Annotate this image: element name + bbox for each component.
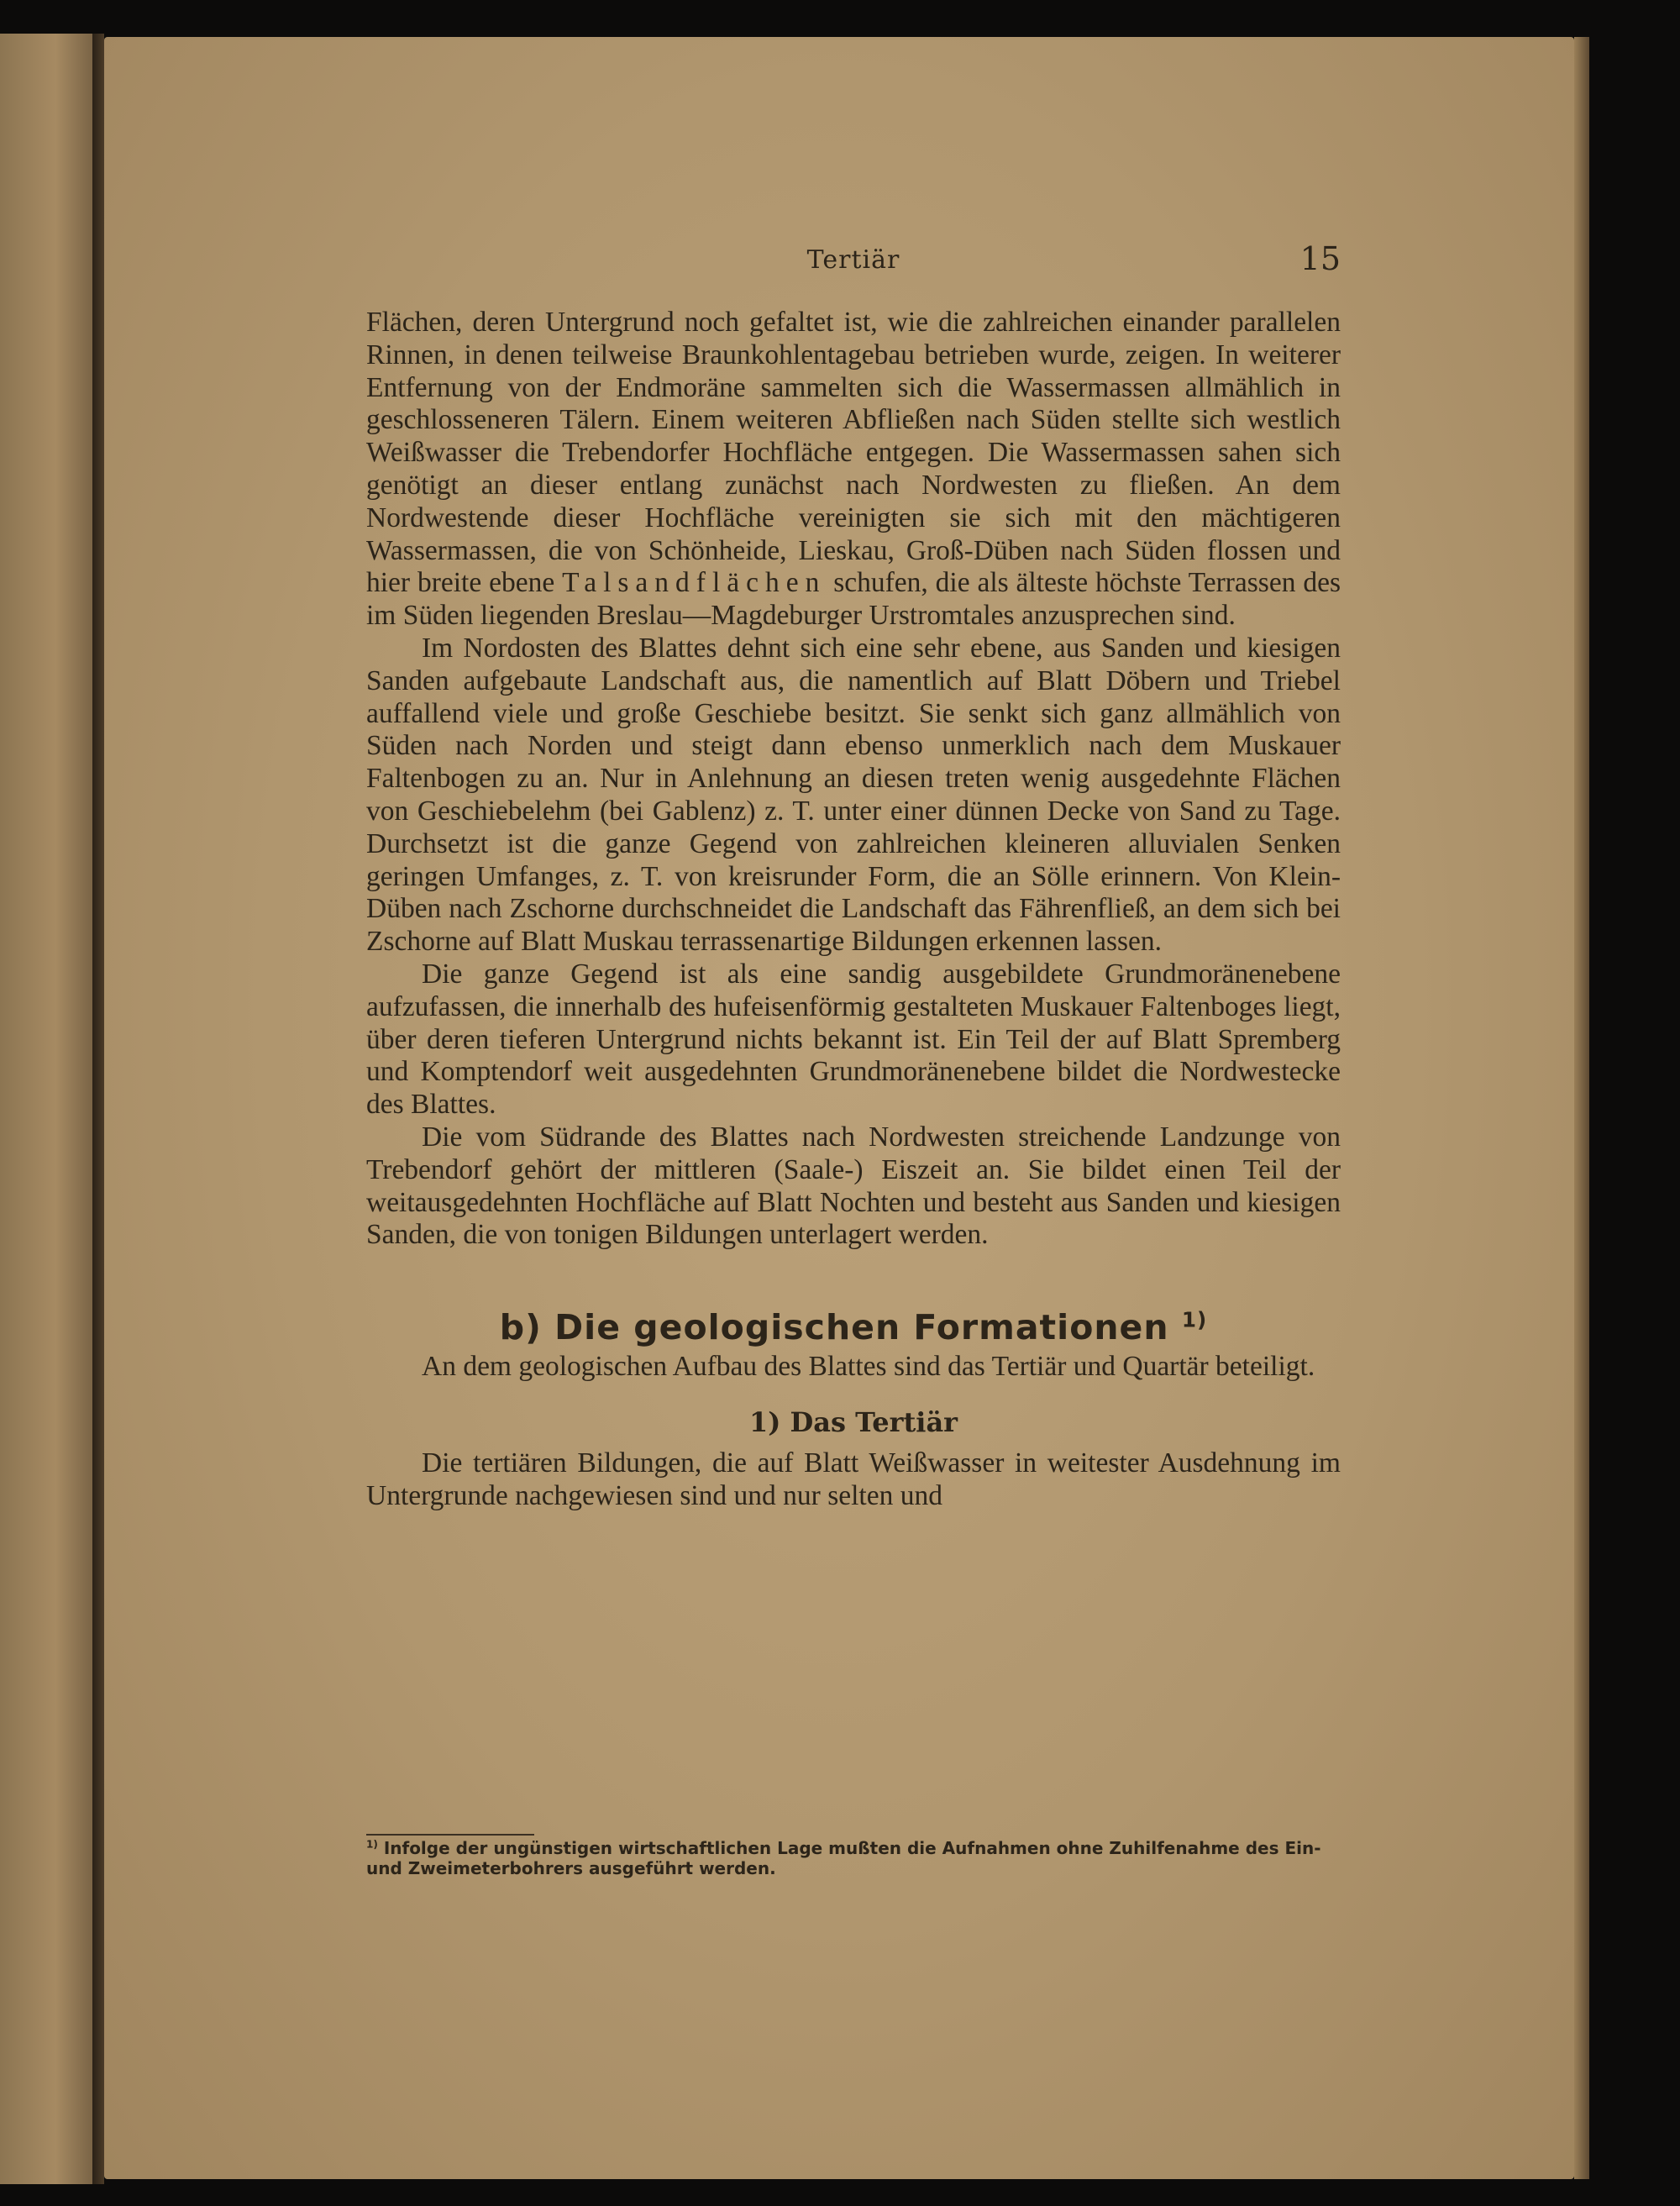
- page-header: [366, 240, 1341, 287]
- paragraph-2: Im Nordosten des Blattes dehnt sich eine sehr ebene, aus Sanden und kiesigen Sanden aufgebaute Landschaft aus, die namentlich auf Blatt Döbern und Triebel auffallend viele und große Geschiebe besitzt. Sie senkt sich ganz allmählich von Süden nach Norden und steigt dann ebenso unmerklich nach dem Muskauer Faltenbogen zu an. Nur in Anlehnung an diesen treten wenig ausgedehnte Flächen von Geschiebelehm (bei Gablenz) z. T. unter einer dünnen Decke von Sand zu Tage. Durchsetzt ist die ganze Gegend von zahlreichen kleineren alluvialen Senken geringen Umfanges, z. T. von kreisrunder Form, die an Sölle erinnern. Von Klein-Düben nach Zschorne durchschneidet die Landschaft das Fährenfließ, an dem sich bei Zschorne auf Blatt Muskau terrassenartige Bildungen erkennen lassen.: [366, 632, 1341, 958]
- page-edge: [1574, 37, 1589, 2179]
- paragraph-6: Die tertiären Bildungen, die auf Blatt Weißwasser in weitester Ausdehnung im Untergrunde nachgewiesen sind und nur selten und: [366, 1447, 1341, 1511]
- section-heading-text: b) Die geologischen Formationen: [499, 1307, 1169, 1348]
- footnote-mark: 1): [366, 1838, 378, 1851]
- paragraph-5: An dem geologischen Aufbau des Blattes sind das Tertiär und Quartär beteiligt.: [422, 1351, 1315, 1383]
- paragraph-1-text: Flächen, deren Untergrund noch gefaltet ist, wie die zahlreichen einander parallelen Rinnen, in denen teilweise Braunkohlentagebau betrieben wurde, zeigen. In weiterer Entfernung von der Endmoräne sammelten sich die Wassermassen allmählich in geschlosseneren Tälern. Einem weiteren Abfließen nach Süden stellte sich westlich Weißwasser die Trebendorfer Hochfläche entgegen. Die Wassermassen sahen sich genötigt an dieser entlang zunächst nach Nordwesten zu fließen. An dem Nordwestende dieser Hochfläche vereinigten sie sich mit den mächtigeren Wassermassen, die von Schönheide, Lieskau, Groß-Düben nach Süden flossen und hier breite ebene: [366, 307, 1341, 599]
- page-number: 15: [1299, 240, 1341, 277]
- facing-page-edge: [0, 34, 92, 2184]
- footnote-divider: [366, 1834, 534, 1836]
- running-title: Tertiär: [806, 245, 900, 275]
- body-text: [366, 307, 1341, 1513]
- paragraph-3: Die ganze Gegend ist als eine sandig ausgebildete Grundmoränenebene aufzufassen, die innerhalb des hufeisenförmig gestalteten Muskauer Faltenboges liegt, über deren tieferen Untergrund nichts bekannt ist. Ein Teil der auf Blatt Spremberg und Komptendorf weit ausgedehnten Grundmoränenebene bildet die Nordwestecke des Blattes.: [366, 958, 1341, 1121]
- paragraph-4: Die vom Südrande des Blattes nach Nordwesten streichende Landzunge von Trebendorf gehört der mittleren (Saale-) Eiszeit an. Sie bildet einen Teil der weitausgedehnten Hochfläche auf Blatt Nochten und besteht aus Sanden und kiesigen Sanden, die von tonigen Bildungen unterlagert werden.: [366, 1121, 1341, 1251]
- paragraph-1-end: schufen, die als älteste höchste Terrassen des im Süden liegenden Breslau—Magdeburger Urstromtales anzusprechen sind.: [366, 567, 1341, 632]
- book-gutter: [92, 34, 104, 2184]
- section-heading: [366, 1304, 1341, 1351]
- spaced-term: Talsandflächen: [562, 567, 827, 599]
- footnote-reference: 1): [1181, 1307, 1208, 1332]
- footnote-text: Infolge der ungünstigen wirtschaftlichen Lage mußten die Aufnahmen ohne Zuhilfenahme des Ein- und Zweimeterbohrers ausgeführt werden.: [366, 1838, 1321, 1878]
- paragraph-1: [366, 307, 1341, 633]
- subsection-heading: 1) Das Tertiär: [748, 1405, 958, 1438]
- footnote: [366, 1838, 1341, 1878]
